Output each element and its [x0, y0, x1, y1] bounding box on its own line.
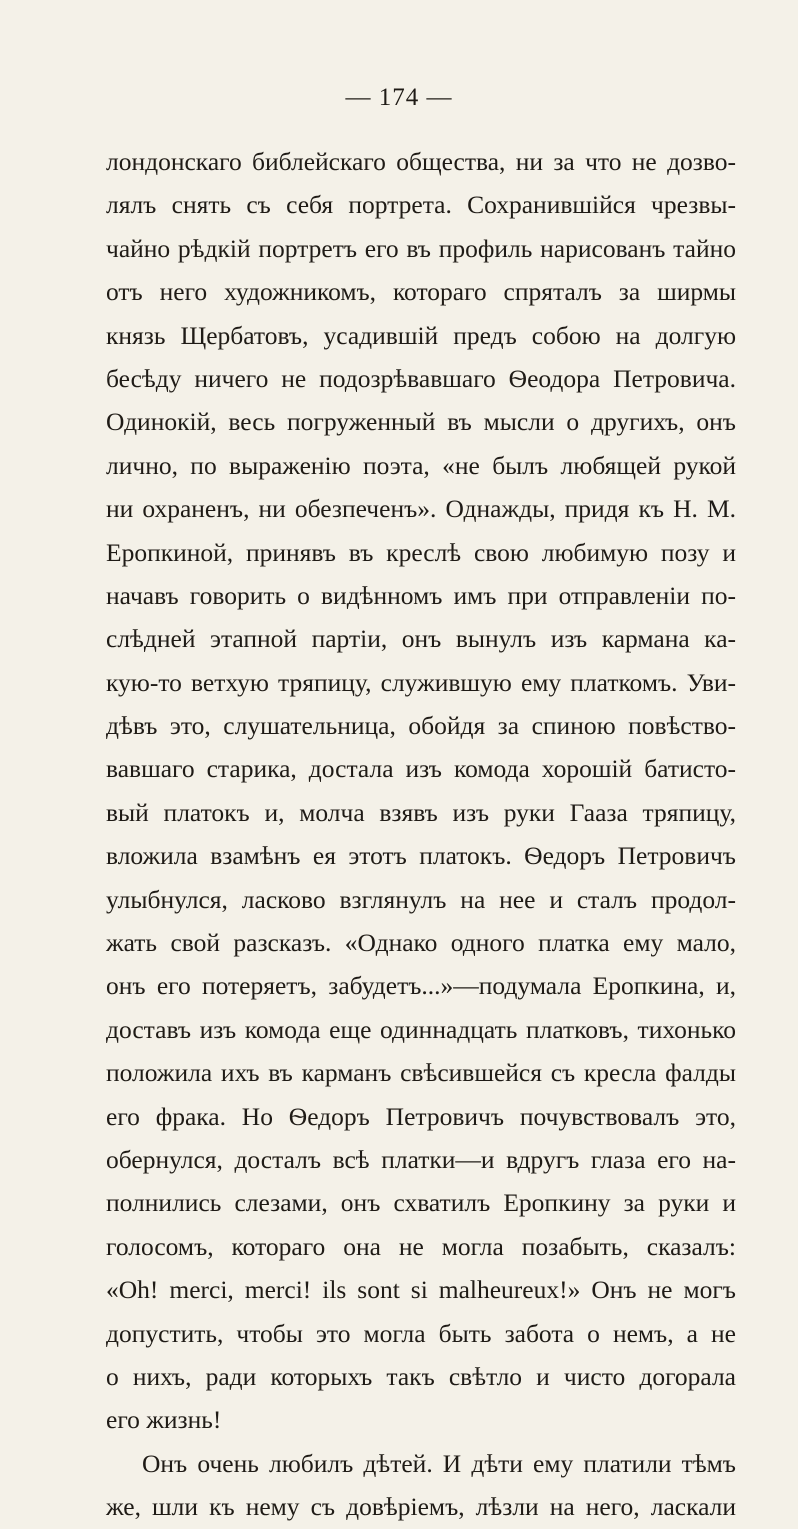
- text-line: обернулся, досталъ всѣ платки—и вдругъ глаза его на-: [106, 1144, 736, 1174]
- text-line: же, шли къ нему съ довѣріемъ, лѣзли на него, ласкали: [106, 1492, 736, 1522]
- text-line: вложила взамѣнъ ея этотъ платокъ. Ѳедоръ Петровичъ: [106, 841, 736, 871]
- text-line: лондонскаго библейскаго общества, ни за что не дозво-: [106, 147, 736, 176]
- text-line: онъ его потеряетъ, забудетъ...»—подумала Еропкина, и,: [106, 971, 736, 1001]
- text-line: Одинокій, весь погруженный въ мысли о другихъ, онъ: [106, 407, 736, 437]
- text-line: голосомъ, котораго она не могла позабыть, сказалъ:: [106, 1231, 736, 1261]
- text-line: доставъ изъ комода еще одиннадцать платковъ, тихонько: [106, 1014, 736, 1044]
- text-line: слѣдней этапной партіи, онъ вынулъ изъ кармана ка-: [106, 624, 736, 654]
- text-line: князь Щербатовъ, усадившій предъ собою на долгую: [106, 320, 736, 350]
- page-number: — 174 —: [345, 84, 453, 111]
- text-line: Еропкиной, принявъ въ креслѣ свою любимую позу и: [106, 537, 736, 567]
- text-line: бесѣду ничего не подозрѣвавшаго Ѳеодора Петровича.: [106, 363, 736, 393]
- text-line: вавшаго старика, достала изъ комода хорошій батисто-: [106, 754, 736, 784]
- text-line: ни охраненъ, ни обезпеченъ». Однажды, придя къ Н. М.: [106, 494, 736, 524]
- text-line: «Oh! merci, merci! ils sont si malheureux!» Онъ не могъ: [106, 1275, 736, 1305]
- body-text: [106, 140, 736, 1529]
- text-line: дѣвъ это, слушательница, обойдя за спиною повѣство-: [106, 711, 736, 741]
- text-line: его фрака. Но Ѳедоръ Петровичъ почувствовалъ это,: [106, 1101, 736, 1131]
- text-line: положила ихъ въ карманъ свѣсившейся съ кресла фалды: [106, 1058, 736, 1088]
- text-line: лично, по выраженію поэта, «не былъ любящей рукой: [106, 450, 736, 480]
- text-line: допустить, чтобы это могла быть забота о немъ, а не: [106, 1318, 736, 1348]
- text-line: начавъ говорить о видѣнномъ имъ при отправленіи по-: [106, 580, 736, 610]
- paragraph-end-line: его жизнь!: [106, 1405, 222, 1435]
- text-line: лялъ снять съ себя портрета. Сохранившійся чрезвы-: [106, 190, 736, 220]
- text-line: улыбнулся, ласково взглянулъ на нее и сталъ продол-: [106, 884, 736, 914]
- text-line: полнились слезами, онъ схватилъ Еропкину за руки и: [106, 1188, 736, 1218]
- text-line: жать свой разсказъ. «Однако одного платка ему мало,: [106, 928, 736, 958]
- text-line: кую-то ветхую тряпицу, служившую ему платкомъ. Уви-: [106, 667, 736, 697]
- text-line: о нихъ, ради которыхъ такъ свѣтло и чисто догорала: [106, 1361, 736, 1391]
- text-line: отъ него художникомъ, котораго спряталъ за ширмы: [106, 277, 736, 307]
- paragraph-start-line: Онъ очень любилъ дѣтей. И дѣти ему платили тѣмъ: [142, 1448, 736, 1478]
- text-line: чайно рѣдкій портретъ его въ профиль нарисованъ тайно: [106, 233, 736, 263]
- text-line: вый платокъ и, молча взявъ изъ руки Гааза тряпицу,: [106, 797, 736, 827]
